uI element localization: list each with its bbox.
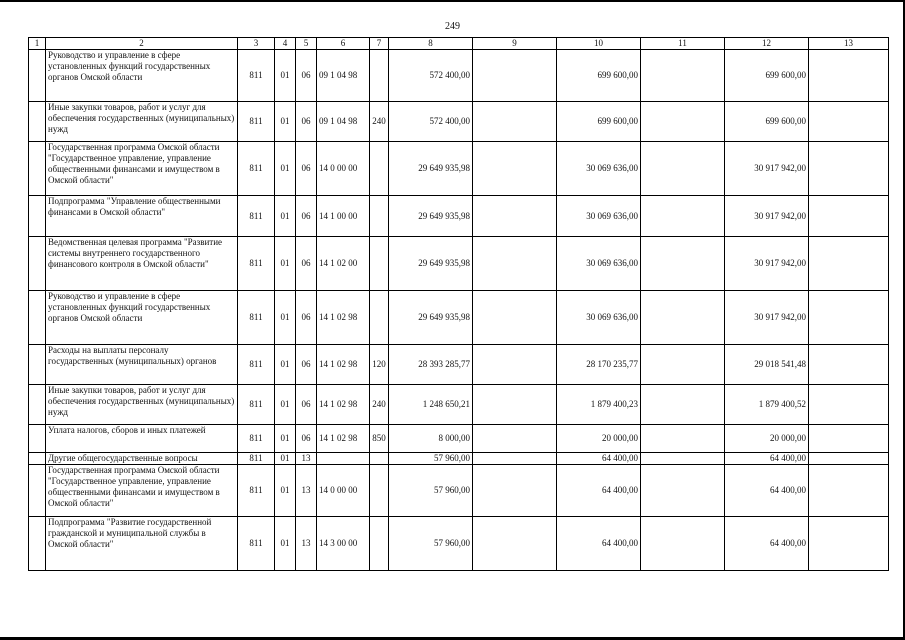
amount-cell: 30 917 942,00 [725, 291, 809, 345]
header-cell: 6 [317, 38, 370, 50]
header-cell: 5 [296, 38, 317, 50]
ministry-code-cell: 811 [238, 142, 275, 196]
amount-cell: 572 400,00 [389, 50, 473, 102]
amount-cell: 8 000,00 [389, 425, 473, 453]
amount-cell: 64 400,00 [725, 517, 809, 571]
item-name-cell: Уплата налогов, сборов и иных платежей [46, 425, 238, 453]
amount-cell: 699 600,00 [725, 50, 809, 102]
row-number-cell [29, 465, 46, 517]
amount-cell: 28 393 285,77 [389, 345, 473, 385]
subsection-code-cell: 06 [296, 291, 317, 345]
amount-cell [641, 465, 725, 517]
item-name-cell: Руководство и управление в сфере установленных функций государственных органов Омской области [46, 291, 238, 345]
subsection-code-cell: 06 [296, 345, 317, 385]
section-code-cell: 01 [275, 453, 296, 465]
amount-cell: 1 879 400,23 [557, 385, 641, 425]
amount-cell: 64 400,00 [557, 465, 641, 517]
amount-cell: 30 917 942,00 [725, 237, 809, 291]
table-row [29, 517, 889, 571]
table-row [29, 196, 889, 237]
amount-cell [473, 517, 557, 571]
row-number-cell [29, 291, 46, 345]
expense-type-cell: 120 [370, 345, 389, 385]
amount-cell: 64 400,00 [725, 465, 809, 517]
table-row [29, 453, 889, 465]
amount-cell: 30 069 636,00 [557, 142, 641, 196]
amount-cell [473, 237, 557, 291]
row-number-cell [29, 102, 46, 142]
amount-cell [473, 345, 557, 385]
amount-cell: 29 018 541,48 [725, 345, 809, 385]
row-number-cell [29, 50, 46, 102]
target-article-cell: 09 1 04 98 [317, 50, 370, 102]
row-number-cell [29, 237, 46, 291]
table-row [29, 142, 889, 196]
amount-cell: 699 600,00 [557, 102, 641, 142]
row-number-cell [29, 517, 46, 571]
target-article-cell: 14 1 02 98 [317, 291, 370, 345]
amount-cell [641, 50, 725, 102]
expense-type-cell [370, 517, 389, 571]
amount-cell [641, 102, 725, 142]
subsection-code-cell: 06 [296, 385, 317, 425]
amount-cell [641, 142, 725, 196]
amount-cell [473, 102, 557, 142]
budget-table [28, 37, 889, 571]
table-row [29, 345, 889, 385]
expense-type-cell [370, 142, 389, 196]
subsection-code-cell: 06 [296, 102, 317, 142]
amount-cell [809, 453, 889, 465]
amount-cell: 30 069 636,00 [557, 196, 641, 237]
target-article-cell: 14 1 02 98 [317, 345, 370, 385]
header-cell: 3 [238, 38, 275, 50]
expense-type-cell: 240 [370, 385, 389, 425]
expense-type-cell [370, 50, 389, 102]
page-number: 249 [445, 21, 460, 32]
subsection-code-cell: 06 [296, 142, 317, 196]
item-name-cell: Руководство и управление в сфере установленных функций государственных органов Омской области [46, 50, 238, 102]
expense-type-cell: 240 [370, 102, 389, 142]
target-article-cell: 14 0 00 00 [317, 142, 370, 196]
target-article-cell: 14 1 02 00 [317, 237, 370, 291]
amount-cell [809, 50, 889, 102]
amount-cell [641, 453, 725, 465]
ministry-code-cell: 811 [238, 102, 275, 142]
amount-cell [473, 465, 557, 517]
expense-type-cell [370, 196, 389, 237]
subsection-code-cell: 06 [296, 196, 317, 237]
subsection-code-cell: 13 [296, 465, 317, 517]
amount-cell: 30 069 636,00 [557, 237, 641, 291]
amount-cell: 699 600,00 [725, 102, 809, 142]
section-code-cell: 01 [275, 50, 296, 102]
row-number-cell [29, 453, 46, 465]
ministry-code-cell: 811 [238, 385, 275, 425]
amount-cell: 30 069 636,00 [557, 291, 641, 345]
amount-cell [473, 425, 557, 453]
subsection-code-cell: 06 [296, 425, 317, 453]
header-cell: 7 [370, 38, 389, 50]
section-code-cell: 01 [275, 465, 296, 517]
header-cell: 11 [641, 38, 725, 50]
amount-cell [473, 453, 557, 465]
header-cell: 1 [29, 38, 46, 50]
amount-cell [641, 196, 725, 237]
amount-cell: 20 000,00 [725, 425, 809, 453]
expense-type-cell: 850 [370, 425, 389, 453]
ministry-code-cell: 811 [238, 425, 275, 453]
row-number-cell [29, 385, 46, 425]
scan-border-top [0, 0, 905, 2]
ministry-code-cell: 811 [238, 453, 275, 465]
ministry-code-cell: 811 [238, 50, 275, 102]
amount-cell: 30 917 942,00 [725, 142, 809, 196]
amount-cell: 64 400,00 [725, 453, 809, 465]
amount-cell [809, 465, 889, 517]
row-number-cell [29, 142, 46, 196]
ministry-code-cell: 811 [238, 517, 275, 571]
amount-cell: 1 248 650,21 [389, 385, 473, 425]
amount-cell [809, 345, 889, 385]
amount-cell [473, 196, 557, 237]
target-article-cell: 14 3 00 00 [317, 517, 370, 571]
section-code-cell: 01 [275, 237, 296, 291]
item-name-cell: Иные закупки товаров, работ и услуг для обеспечения государственных (муниципальных) нужд [46, 385, 238, 425]
amount-cell [809, 385, 889, 425]
item-name-cell: Иные закупки товаров, работ и услуг для обеспечения государственных (муниципальных) нужд [46, 102, 238, 142]
subsection-code-cell: 06 [296, 50, 317, 102]
ministry-code-cell: 811 [238, 196, 275, 237]
section-code-cell: 01 [275, 425, 296, 453]
ministry-code-cell: 811 [238, 465, 275, 517]
table-row [29, 102, 889, 142]
amount-cell [809, 517, 889, 571]
amount-cell [641, 291, 725, 345]
table-row [29, 465, 889, 517]
table-row [29, 50, 889, 102]
amount-cell: 57 960,00 [389, 465, 473, 517]
target-article-cell: 09 1 04 98 [317, 102, 370, 142]
header-cell: 8 [389, 38, 473, 50]
amount-cell [641, 237, 725, 291]
expense-type-cell [370, 453, 389, 465]
table-row [29, 385, 889, 425]
amount-cell: 20 000,00 [557, 425, 641, 453]
section-code-cell: 01 [275, 345, 296, 385]
item-name-cell: Подпрограмма "Управление общественными финансами в Омской области" [46, 196, 238, 237]
table-row [29, 425, 889, 453]
header-cell: 10 [557, 38, 641, 50]
column-number-header-row [29, 38, 889, 50]
header-cell: 13 [809, 38, 889, 50]
section-code-cell: 01 [275, 142, 296, 196]
target-article-cell: 14 1 00 00 [317, 196, 370, 237]
amount-cell: 28 170 235,77 [557, 345, 641, 385]
amount-cell: 57 960,00 [389, 453, 473, 465]
amount-cell: 29 649 935,98 [389, 237, 473, 291]
header-cell: 12 [725, 38, 809, 50]
amount-cell [809, 237, 889, 291]
header-cell: 2 [46, 38, 238, 50]
amount-cell [473, 385, 557, 425]
item-name-cell: Расходы на выплаты персоналу государственных (муниципальных) органов [46, 345, 238, 385]
item-name-cell: Подпрограмма "Развитие государственной гражданской и муниципальной службы в Омской области" [46, 517, 238, 571]
target-article-cell [317, 453, 370, 465]
section-code-cell: 01 [275, 196, 296, 237]
header-cell: 9 [473, 38, 557, 50]
amount-cell: 29 649 935,98 [389, 291, 473, 345]
item-name-cell: Ведомственная целевая программа "Развитие системы внутреннего государственного финансового контроля в Омской области" [46, 237, 238, 291]
header-cell: 4 [275, 38, 296, 50]
item-name-cell: Другие общегосударственные вопросы [46, 453, 238, 465]
amount-cell [809, 425, 889, 453]
section-code-cell: 01 [275, 102, 296, 142]
target-article-cell: 14 1 02 98 [317, 425, 370, 453]
expense-type-cell [370, 237, 389, 291]
amount-cell [641, 517, 725, 571]
row-number-cell [29, 196, 46, 237]
table-body [29, 38, 889, 571]
amount-cell: 30 917 942,00 [725, 196, 809, 237]
amount-cell [809, 142, 889, 196]
amount-cell: 64 400,00 [557, 517, 641, 571]
amount-cell: 699 600,00 [557, 50, 641, 102]
ministry-code-cell: 811 [238, 291, 275, 345]
expense-type-cell [370, 465, 389, 517]
expense-type-cell [370, 291, 389, 345]
amount-cell [809, 196, 889, 237]
subsection-code-cell: 13 [296, 453, 317, 465]
amount-cell: 64 400,00 [557, 453, 641, 465]
row-number-cell [29, 345, 46, 385]
target-article-cell: 14 0 00 00 [317, 465, 370, 517]
amount-cell [473, 142, 557, 196]
amount-cell [641, 425, 725, 453]
target-article-cell: 14 1 02 98 [317, 385, 370, 425]
amount-cell [809, 102, 889, 142]
amount-cell: 29 649 935,98 [389, 142, 473, 196]
table-row [29, 291, 889, 345]
amount-cell: 1 879 400,52 [725, 385, 809, 425]
amount-cell [641, 345, 725, 385]
amount-cell: 29 649 935,98 [389, 196, 473, 237]
amount-cell [809, 291, 889, 345]
amount-cell: 57 960,00 [389, 517, 473, 571]
amount-cell: 572 400,00 [389, 102, 473, 142]
subsection-code-cell: 06 [296, 237, 317, 291]
amount-cell [473, 50, 557, 102]
section-code-cell: 01 [275, 517, 296, 571]
table-row [29, 237, 889, 291]
row-number-cell [29, 425, 46, 453]
amount-cell [641, 385, 725, 425]
ministry-code-cell: 811 [238, 237, 275, 291]
section-code-cell: 01 [275, 385, 296, 425]
ministry-code-cell: 811 [238, 345, 275, 385]
item-name-cell: Государственная программа Омской области "Государственное управление, управление общественными финансами и имуществом в Омской области" [46, 142, 238, 196]
section-code-cell: 01 [275, 291, 296, 345]
item-name-cell: Государственная программа Омской области "Государственное управление, управление общественными финансами и имуществом в Омской области" [46, 465, 238, 517]
subsection-code-cell: 13 [296, 517, 317, 571]
amount-cell [473, 291, 557, 345]
